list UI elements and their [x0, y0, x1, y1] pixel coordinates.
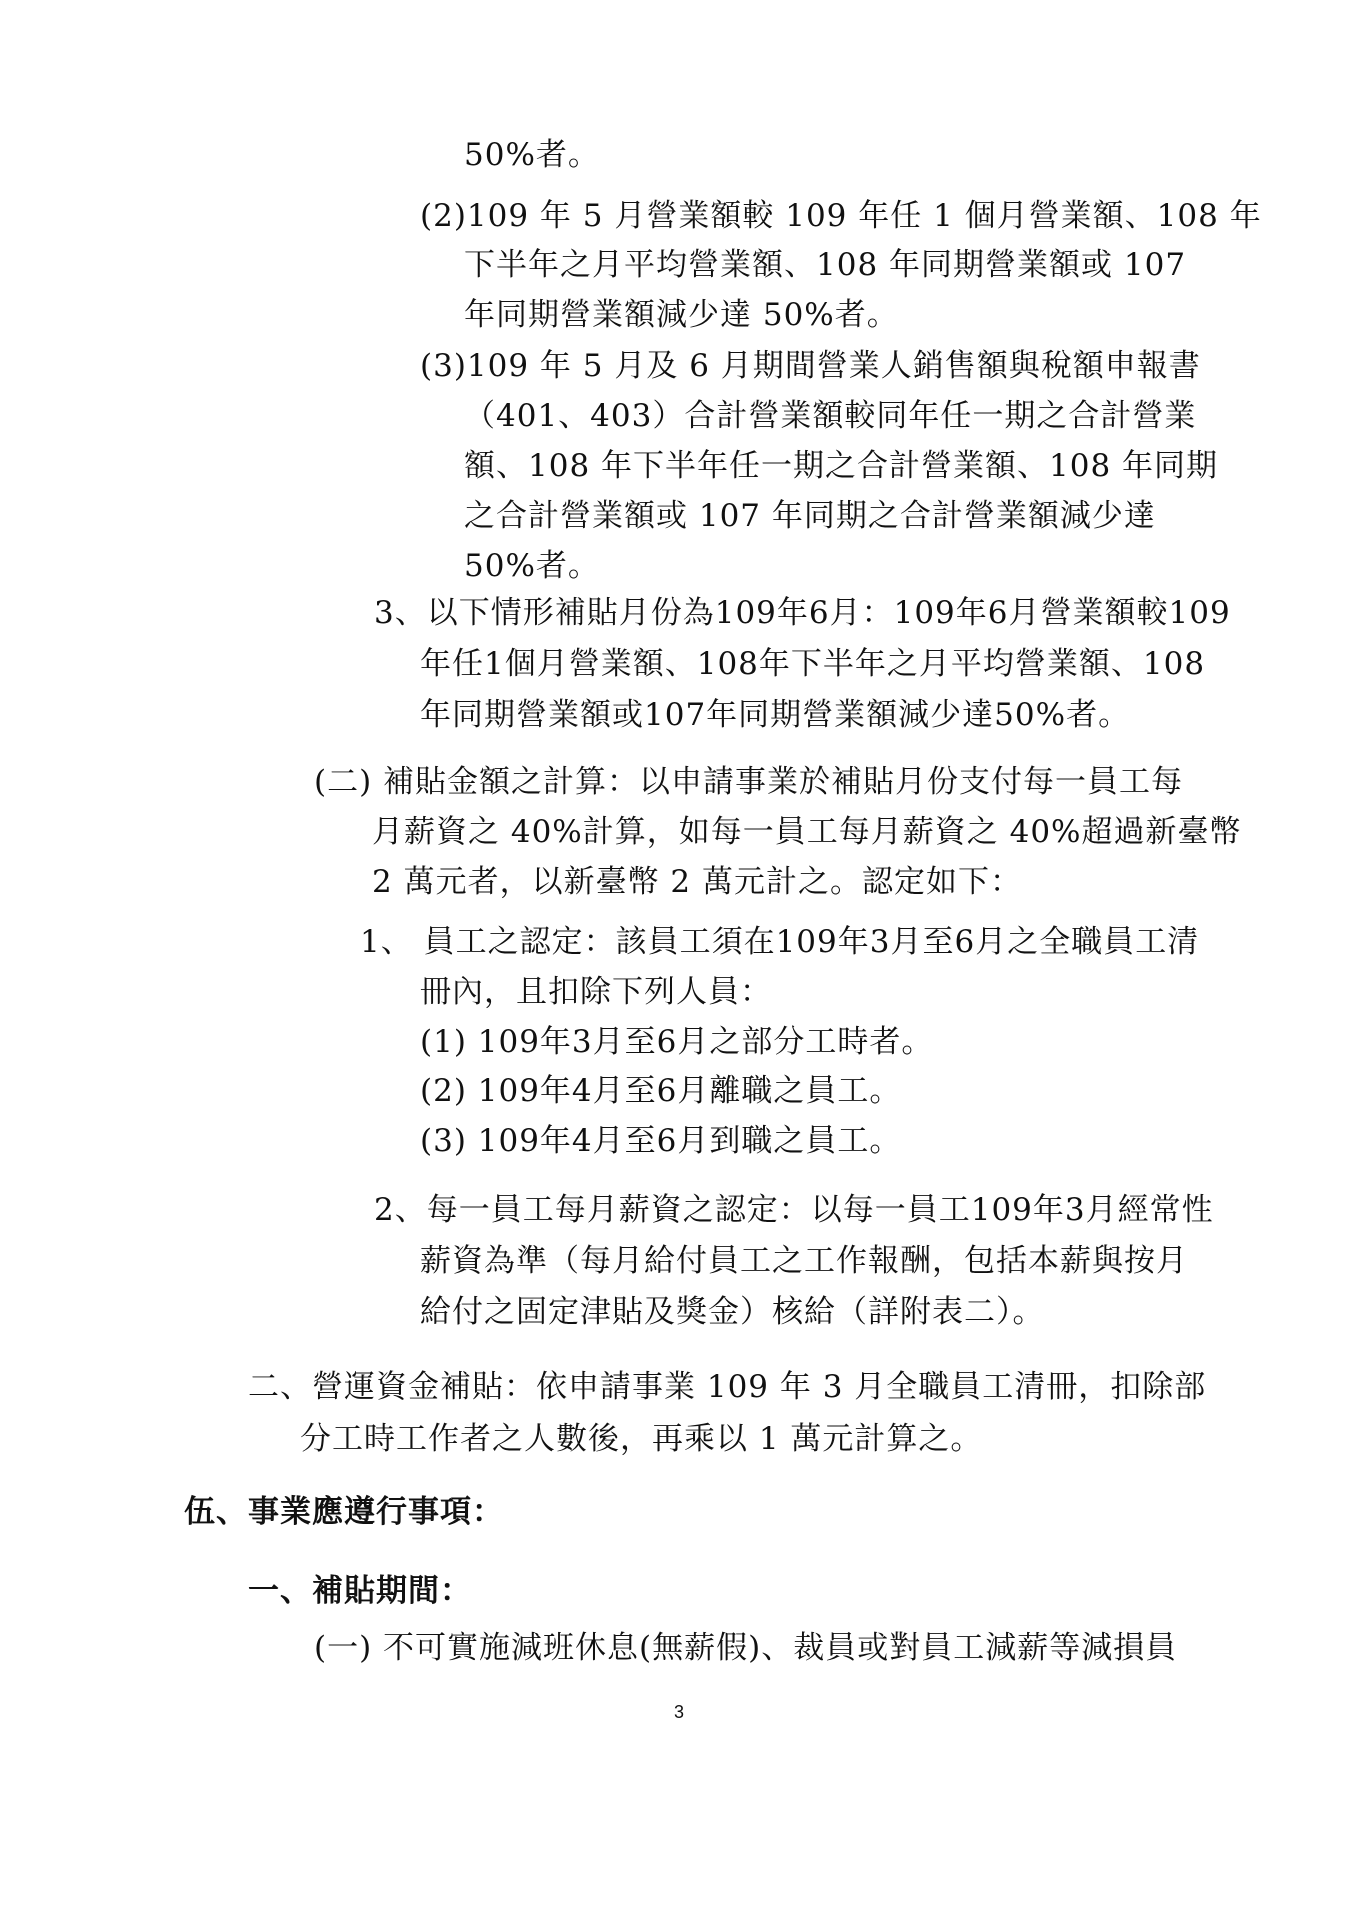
text-line: 2、每一員工每月薪資之認定：以每一員工109年3月經常性	[374, 1192, 1214, 1228]
text-line: 冊內，且扣除下列人員：	[420, 974, 772, 1010]
text-line: 1、 員工之認定：該員工須在109年3月至6月之全職員工清	[360, 924, 1200, 960]
text-line: (3)109 年 5 月及 6 月期間營業人銷售額與稅額申報書	[420, 348, 1201, 384]
text-line: (1) 109年3月至6月之部分工時者。	[420, 1024, 934, 1060]
text-line: (3) 109年4月至6月到職之員工。	[420, 1123, 902, 1159]
text-line: 分工時工作者之人數後，再乘以 1 萬元計算之。	[300, 1421, 983, 1457]
text-line: 之合計營業額或 107 年同期之合計營業額減少達	[464, 498, 1156, 534]
text-line: 2 萬元者，以新臺幣 2 萬元計之。認定如下：	[372, 864, 1023, 900]
text-line: 年同期營業額減少達 50%者。	[464, 297, 899, 333]
subsection-heading: 一、補貼期間：	[248, 1573, 472, 1609]
text-line: 年任1個月營業額、108年下半年之月平均營業額、108	[420, 646, 1206, 682]
text-line: 月薪資之 40%計算，如每一員工每月薪資之 40%超過新臺幣	[372, 814, 1242, 850]
text-line: 額、108 年下半年任一期之合計營業額、108 年同期	[464, 448, 1219, 484]
page-number: 3	[673, 1702, 684, 1722]
text-line: （401、403）合計營業額較同年任一期之合計營業	[464, 398, 1197, 434]
text-line: 50%者。	[464, 137, 600, 173]
text-line: (2)109 年 5 月營業額較 109 年任 1 個月營業額、108 年	[420, 198, 1262, 234]
text-line: 薪資為準（每月給付員工之工作報酬，包括本薪與按月	[420, 1243, 1188, 1279]
text-line: (一) 不可實施減班休息(無薪假)、裁員或對員工減薪等減損員	[314, 1630, 1178, 1666]
section-heading: 伍、事業應遵行事項：	[184, 1494, 504, 1530]
text-line: (二) 補貼金額之計算：以申請事業於補貼月份支付每一員工每	[314, 764, 1184, 800]
text-line: 3、以下情形補貼月份為109年6月：109年6月營業額較109	[374, 595, 1231, 631]
text-line: 50%者。	[464, 548, 600, 584]
text-line: 年同期營業額或107年同期營業額減少達50%者。	[420, 697, 1131, 733]
text-line: 二、營運資金補貼：依申請事業 109 年 3 月全職員工清冊，扣除部	[248, 1369, 1207, 1405]
text-line: 給付之固定津貼及獎金）核給（詳附表二）。	[420, 1294, 1045, 1330]
text-line: (2) 109年4月至6月離職之員工。	[420, 1073, 902, 1109]
text-line: 下半年之月平均營業額、108 年同期營業額或 107	[464, 247, 1187, 283]
